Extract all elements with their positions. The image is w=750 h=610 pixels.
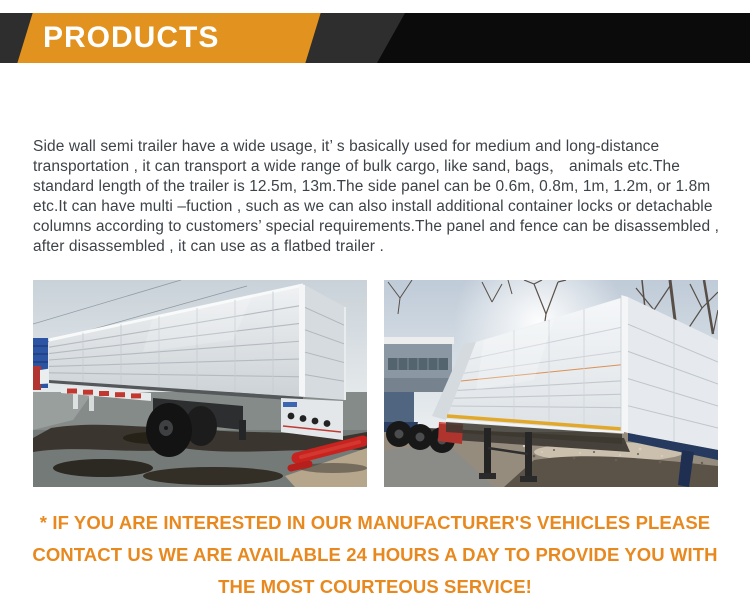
trailer-photo-front-svg <box>384 280 718 487</box>
contact-note-line-2: CONTACT US WE ARE AVAILABLE 24 HOURS A DAY TO PROVIDE YOU WITH <box>32 544 718 565</box>
contact-note <box>19 507 731 603</box>
contact-note-line-3: THE MOST COURTEOUS SERVICE! <box>218 576 532 597</box>
page-title: PRODUCTS <box>43 21 220 54</box>
trailer-photo-rear-view <box>33 280 367 487</box>
banner-accent-shape <box>17 13 320 63</box>
products-banner <box>0 13 750 63</box>
banner-band <box>0 13 750 63</box>
contact-note-line-1: * IF YOU ARE INTERESTED IN OUR MANUFACTURER'S VEHICLES PLEASE <box>39 512 711 533</box>
trailer-photo-front-view <box>384 280 718 487</box>
trailer-photo-rear-svg <box>33 280 367 487</box>
product-gallery <box>33 280 750 487</box>
banner-black-stripe <box>377 13 750 63</box>
product-description: Side wall semi trailer have a wide usage, it’ s basically used for medium and long-distance transportation , it can transport a wide range of bulk cargo, like sand, bags， animals etc.The standard length of the trailer is 12.5m, 13m.The side panel can be 0.6m, 0.8m, 1m, 1.2m, or 1.8m etc.It can have multi –fuction , such as we can also install additional container locks or detachable columns according to customers’ special requirements.The panel and fence can be disassembled , after disassembled , it can use as a flatbed trailer . <box>33 138 720 255</box>
